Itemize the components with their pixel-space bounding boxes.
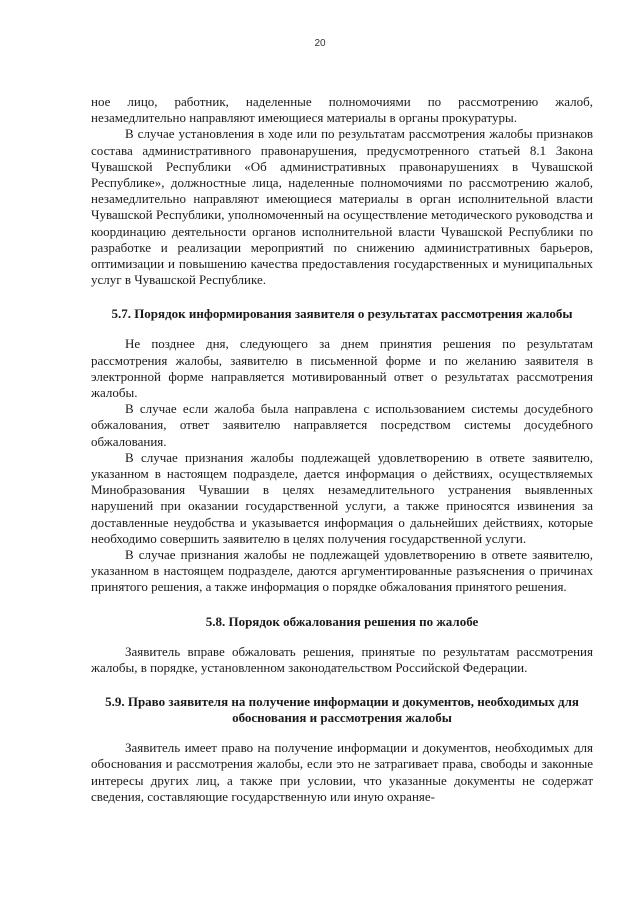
section-heading-5-8: 5.8. Порядок обжалования решения по жалобе bbox=[205, 613, 479, 629]
paragraph: В случае признания жалобы подлежащей удовлетворению в ответе заявителю, указанном в настоящем подразделе, дается информация о действиях, осуществляемых Минобразования Чувашии в целях незамедлительного устранения выявленных нарушений при оказании государственной услуги, а также приносятся извинения за доставленные неудобства и указывается информация о дальнейших действиях, которые необходимо совершить заявителю в целях получения государственной услуги. bbox=[91, 449, 593, 546]
paragraph: В случае установления в ходе или по результатам рассмотрения жалобы признаков состава административного правонарушения, предусмотренного статьей 8.1 Закона Чувашской Республики «Об административных правонарушениях в Чувашской Республике», должностные лица, наделенные полномочиями по рассмотрению жалоб, незамедлительно направляют имеющиеся материалы в орган исполнительной власти Чувашской Республики, уполномоченный на осуществление методического руководства и координацию деятельности органов исполнительной власти Чувашской Республики по разработке и реализации мероприятий по снижению административных барьеров, оптимизации и повышению качества предоставления государственных и муниципальных услуг в Чувашской Республике. bbox=[91, 126, 593, 288]
paragraph: В случае признания жалобы не подлежащей удовлетворению в ответе заявителю, указанном в настоящем подразделе, даются аргументированные разъяснения о причинах принятого решения, а также информация о порядке обжалования принятого решения. bbox=[91, 547, 593, 595]
page-number: 20 bbox=[314, 38, 326, 49]
paragraph: В случае если жалоба была направлена с использованием системы досудебного обжалования, ответ заявителю направляется посредством системы досудебного обжалования. bbox=[91, 401, 593, 449]
paragraph: ное лицо, работник, наделенные полномочиями по рассмотрению жалоб, незамедлительно направляют имеющиеся материалы в органы прокуратуры. bbox=[91, 94, 593, 126]
section-heading-5-9: 5.9. Право заявителя на получение информации и документов, необходимых для обоснования и рассмотрения жалобы bbox=[105, 694, 579, 726]
section-heading-5-7: 5.7. Порядок информирования заявителя о результатах рассмотрения жалобы bbox=[111, 306, 573, 322]
paragraph: Не позднее дня, следующего за днем принятия решения по результатам рассмотрения жалобы, заявителю в письменной форме и по желанию заявителя в электронной форме направляется мотивированный ответ о результатах рассмотрения жалобы. bbox=[91, 336, 593, 401]
page-content bbox=[91, 94, 593, 805]
paragraph: Заявитель имеет право на получение информации и документов, необходимых для обоснования и рассмотрения жалобы, если это не затрагивает права, свободы и законные интересы других лиц, а также при условии, что указанные документы не содержат сведения, составляющие государственную или иную охраняе- bbox=[91, 740, 593, 804]
paragraph: Заявитель вправе обжаловать решения, принятые по результатам рассмотрения жалобы, в порядке, установленном законодательством Российской Федерации. bbox=[91, 643, 593, 675]
